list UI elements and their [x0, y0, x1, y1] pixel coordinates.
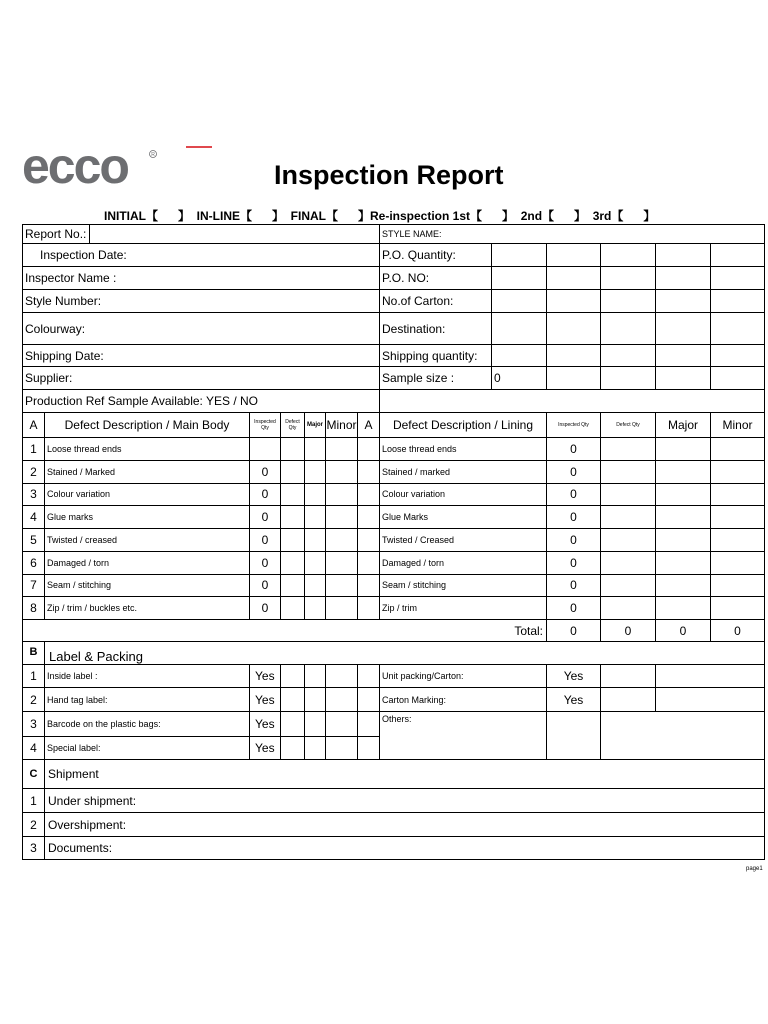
- main-defect-label: Loose thread ends: [44, 437, 250, 461]
- row-number: 1: [22, 437, 45, 461]
- inspected-qty-header: Inspected Qty: [249, 412, 281, 438]
- supplier-label: Supplier:: [22, 366, 380, 390]
- style-number-label: Style Number:: [22, 289, 380, 313]
- po-no-label: P.O. NO:: [379, 266, 492, 290]
- po-no-cell[interactable]: [546, 266, 601, 290]
- section-a-letter: A: [22, 412, 45, 438]
- no-carton-cell[interactable]: [600, 289, 656, 313]
- spacer-cell: [357, 483, 380, 507]
- shipping-quantity-label: Shipping quantity:: [379, 344, 492, 367]
- spacer-cell: [357, 596, 380, 620]
- packing-value[interactable]: Yes: [249, 736, 281, 760]
- main-inspected-qty[interactable]: [249, 437, 281, 461]
- no-carton-label: No.of Carton:: [379, 289, 492, 313]
- lining-defect-label: Seam / stitching: [379, 574, 547, 598]
- main-defect-qty[interactable]: [280, 483, 305, 507]
- main-major-cell[interactable]: [304, 574, 326, 598]
- lining-minor-cell[interactable]: [710, 437, 765, 461]
- main-minor-cell[interactable]: [325, 505, 358, 529]
- lining-defect-qty[interactable]: [600, 483, 656, 507]
- others-label: Others:: [379, 711, 547, 760]
- report-no-field[interactable]: [89, 224, 380, 244]
- packing-label: Special label:: [44, 736, 250, 760]
- lining-minor-cell[interactable]: [710, 574, 765, 598]
- lining-major-cell[interactable]: [655, 596, 711, 620]
- lining-defect-label: Damaged / torn: [379, 551, 547, 575]
- total-value: 0: [600, 619, 656, 642]
- main-inspected-qty[interactable]: 0: [249, 460, 281, 484]
- inspection-stages: INITIAL【 】 IN-LINE【 】 FINAL【 】Re-inspection 1st【 】 2nd【 】 3rd【 】: [104, 209, 656, 223]
- packing-cell[interactable]: [304, 711, 326, 737]
- minor-header: Minor: [325, 412, 358, 438]
- lining-inspected-qty[interactable]: 0: [546, 505, 601, 529]
- packing-label: Hand tag label:: [44, 687, 250, 712]
- main-defect-label: Glue marks: [44, 505, 250, 529]
- lining-major-cell[interactable]: [655, 574, 711, 598]
- lining-defect-qty[interactable]: [600, 528, 656, 552]
- spacer-cell: [357, 460, 380, 484]
- packing-cell[interactable]: [357, 664, 380, 688]
- spacer-cell: [357, 551, 380, 575]
- lining-minor-cell[interactable]: [710, 460, 765, 484]
- main-body-header: Defect Description / Main Body: [44, 412, 250, 438]
- shipping-quantity-cell[interactable]: [710, 344, 765, 367]
- lining-major-cell[interactable]: [655, 528, 711, 552]
- red-mark: [186, 146, 212, 148]
- packing-cell[interactable]: [304, 664, 326, 688]
- major-header-small: Major: [304, 412, 326, 438]
- lining-minor-cell[interactable]: [710, 551, 765, 575]
- destination-cell[interactable]: [655, 312, 711, 345]
- logo-text: ecco: [22, 148, 128, 188]
- packing-right-cell[interactable]: [600, 687, 656, 712]
- po-quantity-label: P.O. Quantity:: [379, 243, 492, 267]
- spacer-cell: [357, 574, 380, 598]
- packing-cell[interactable]: [357, 711, 380, 737]
- main-inspected-qty[interactable]: 0: [249, 528, 281, 552]
- shipping-quantity-cell[interactable]: [546, 344, 601, 367]
- lining-major-cell[interactable]: [655, 551, 711, 575]
- ecco-logo: [22, 148, 162, 188]
- shipping-date-label: Shipping Date:: [22, 344, 380, 367]
- packing-cell[interactable]: [304, 736, 326, 760]
- row-number: 1: [22, 664, 45, 688]
- lining-inspected-qty[interactable]: 0: [546, 596, 601, 620]
- lining-defect-qty[interactable]: [600, 596, 656, 620]
- packing-right-value[interactable]: Yes: [546, 687, 601, 712]
- po-quantity-cell[interactable]: [546, 243, 601, 267]
- row-number: 1: [22, 788, 45, 813]
- lining-minor-cell[interactable]: [710, 528, 765, 552]
- lining-minor-cell[interactable]: [710, 505, 765, 529]
- lining-defect-qty[interactable]: [600, 437, 656, 461]
- no-carton-cell[interactable]: [655, 289, 711, 313]
- main-inspected-qty[interactable]: 0: [249, 596, 281, 620]
- spacer-cell: [357, 505, 380, 529]
- packing-cell[interactable]: [280, 664, 305, 688]
- row-number: 4: [22, 505, 45, 529]
- main-minor-cell[interactable]: [325, 483, 358, 507]
- packing-right-value[interactable]: Yes: [546, 664, 601, 688]
- lining-inspected-qty[interactable]: 0: [546, 574, 601, 598]
- destination-cell[interactable]: [710, 312, 765, 345]
- main-defect-label: Twisted / creased: [44, 528, 250, 552]
- row-number: 7: [22, 574, 45, 598]
- report-no-label: Report No.:: [22, 224, 90, 244]
- lining-defect-label: Colour variation: [379, 483, 547, 507]
- packing-cell[interactable]: [325, 736, 358, 760]
- main-minor-cell[interactable]: [325, 596, 358, 620]
- row-number: 5: [22, 528, 45, 552]
- row-number: 2: [22, 812, 45, 837]
- lining-defect-label: Loose thread ends: [379, 437, 547, 461]
- no-carton-cell[interactable]: [546, 289, 601, 313]
- main-major-cell[interactable]: [304, 528, 326, 552]
- inspection-date-label: Inspection Date:: [22, 243, 380, 267]
- main-defect-qty[interactable]: [280, 528, 305, 552]
- po-no-cell[interactable]: [710, 266, 765, 290]
- main-defect-label: Seam / stitching: [44, 574, 250, 598]
- packing-right-cell[interactable]: [655, 687, 765, 712]
- destination-cell[interactable]: [546, 312, 601, 345]
- po-no-cell[interactable]: [600, 266, 656, 290]
- row-number: 3: [22, 711, 45, 737]
- main-defect-qty[interactable]: [280, 574, 305, 598]
- colourway-label: Colourway:: [22, 312, 380, 345]
- section-b-letter: B: [22, 641, 45, 665]
- page-number: page1: [746, 866, 763, 872]
- row-number: 8: [22, 596, 45, 620]
- total-label: Total:: [22, 619, 547, 642]
- po-quantity-cell[interactable]: [655, 243, 711, 267]
- main-major-cell[interactable]: [304, 596, 326, 620]
- total-value: 0: [710, 619, 765, 642]
- inspector-name-label: Inspector Name :: [22, 266, 380, 290]
- lining-major-cell[interactable]: [655, 483, 711, 507]
- main-inspected-qty[interactable]: 0: [249, 483, 281, 507]
- defect-qty-header: Defect Qty: [280, 412, 305, 438]
- main-defect-label: Zip / trim / buckles etc.: [44, 596, 250, 620]
- section-c-letter: C: [22, 759, 45, 789]
- packing-cell[interactable]: [357, 687, 380, 712]
- spacer-cell: [357, 528, 380, 552]
- packing-cell[interactable]: [280, 687, 305, 712]
- row-number: 2: [22, 460, 45, 484]
- lining-defect-label: Glue Marks: [379, 505, 547, 529]
- packing-right-label: Carton Marking:: [379, 687, 547, 712]
- total-value: 0: [546, 619, 601, 642]
- packing-cell[interactable]: [325, 687, 358, 712]
- po-no-cell[interactable]: [491, 266, 547, 290]
- sample-size-cell[interactable]: [655, 366, 711, 390]
- svg-text:R: R: [151, 152, 155, 158]
- main-defect-qty[interactable]: [280, 437, 305, 461]
- sample-size-value: 0: [491, 366, 547, 390]
- others-cell[interactable]: [600, 711, 765, 760]
- main-major-cell[interactable]: [304, 551, 326, 575]
- row-number: 3: [22, 483, 45, 507]
- lining-defect-label: Zip / trim: [379, 596, 547, 620]
- lining-minor-cell[interactable]: [710, 596, 765, 620]
- style-name-label: STYLE NAME:: [379, 224, 765, 244]
- main-defect-label: Damaged / torn: [44, 551, 250, 575]
- others-cell[interactable]: [546, 711, 601, 760]
- main-minor-cell[interactable]: [325, 528, 358, 552]
- lining-defect-label: Twisted / Creased: [379, 528, 547, 552]
- packing-cell[interactable]: [325, 664, 358, 688]
- po-quantity-cell[interactable]: [710, 243, 765, 267]
- lining-inspected-qty[interactable]: 0: [546, 437, 601, 461]
- lining-defect-qty[interactable]: [600, 574, 656, 598]
- packing-label: Inside label :: [44, 664, 250, 688]
- destination-cell[interactable]: [600, 312, 656, 345]
- packing-value[interactable]: Yes: [249, 664, 281, 688]
- no-carton-cell[interactable]: [491, 289, 547, 313]
- page-title: Inspection Report: [274, 160, 504, 190]
- blank-row: [379, 389, 765, 413]
- packing-cell[interactable]: [304, 687, 326, 712]
- main-minor-cell[interactable]: [325, 437, 358, 461]
- main-minor-cell[interactable]: [325, 551, 358, 575]
- shipment-item[interactable]: Overshipment:: [44, 812, 765, 837]
- packing-right-cell[interactable]: [655, 664, 765, 688]
- lining-major-cell[interactable]: [655, 460, 711, 484]
- no-carton-cell[interactable]: [710, 289, 765, 313]
- lining-defect-qty[interactable]: [600, 505, 656, 529]
- sample-size-cell[interactable]: [546, 366, 601, 390]
- lining-major-cell[interactable]: [655, 437, 711, 461]
- minor-header-lining: Minor: [710, 412, 765, 438]
- main-defect-qty[interactable]: [280, 460, 305, 484]
- lining-inspected-qty[interactable]: 0: [546, 528, 601, 552]
- main-inspected-qty[interactable]: 0: [249, 551, 281, 575]
- lining-inspected-qty[interactable]: 0: [546, 460, 601, 484]
- destination-cell[interactable]: [491, 312, 547, 345]
- main-defect-label: Stained / Marked: [44, 460, 250, 484]
- lining-major-cell[interactable]: [655, 505, 711, 529]
- lining-defect-qty[interactable]: [600, 551, 656, 575]
- lining-inspected-qty[interactable]: 0: [546, 551, 601, 575]
- main-major-cell[interactable]: [304, 505, 326, 529]
- packing-right-label: Unit packing/Carton:: [379, 664, 547, 688]
- production-ref-label: Production Ref Sample Available: YES / NO: [22, 389, 380, 413]
- destination-label: Destination:: [379, 312, 492, 345]
- packing-right-cell[interactable]: [600, 664, 656, 688]
- lining-inspected-qty[interactable]: 0: [546, 483, 601, 507]
- packing-label: Barcode on the plastic bags:: [44, 711, 250, 737]
- shipping-quantity-cell[interactable]: [655, 344, 711, 367]
- main-defect-qty[interactable]: [280, 596, 305, 620]
- defect-qty-header-lining: Defect Qty: [600, 412, 656, 438]
- packing-cell[interactable]: [357, 736, 380, 760]
- lining-header: Defect Description / Lining: [379, 412, 547, 438]
- main-major-cell[interactable]: [304, 460, 326, 484]
- main-major-cell[interactable]: [304, 437, 326, 461]
- shipping-quantity-cell[interactable]: [491, 344, 547, 367]
- shipment-item[interactable]: Under shipment:: [44, 788, 765, 813]
- shipment-title: Shipment: [44, 759, 765, 789]
- label-packing-title: Label & Packing: [44, 641, 765, 665]
- row-number: 6: [22, 551, 45, 575]
- spacer-cell: [357, 437, 380, 461]
- main-inspected-qty[interactable]: 0: [249, 574, 281, 598]
- main-minor-cell[interactable]: [325, 460, 358, 484]
- packing-cell[interactable]: [280, 736, 305, 760]
- shipment-item[interactable]: Documents:: [44, 836, 765, 860]
- main-defect-qty[interactable]: [280, 551, 305, 575]
- packing-cell[interactable]: [325, 711, 358, 737]
- main-major-cell[interactable]: [304, 483, 326, 507]
- row-number: 4: [22, 736, 45, 760]
- sample-size-cell[interactable]: [710, 366, 765, 390]
- packing-cell[interactable]: [280, 711, 305, 737]
- row-number: 2: [22, 687, 45, 712]
- section-a-letter-lining: A: [357, 412, 380, 438]
- sample-size-cell[interactable]: [600, 366, 656, 390]
- main-minor-cell[interactable]: [325, 574, 358, 598]
- main-defect-label: Colour variation: [44, 483, 250, 507]
- packing-value[interactable]: Yes: [249, 687, 281, 712]
- shipping-quantity-cell[interactable]: [600, 344, 656, 367]
- sample-size-label: Sample size :: [379, 366, 492, 390]
- po-no-cell[interactable]: [655, 266, 711, 290]
- main-defect-qty[interactable]: [280, 505, 305, 529]
- po-quantity-cell[interactable]: [491, 243, 547, 267]
- packing-value[interactable]: Yes: [249, 711, 281, 737]
- major-header: Major: [655, 412, 711, 438]
- main-inspected-qty[interactable]: 0: [249, 505, 281, 529]
- lining-minor-cell[interactable]: [710, 483, 765, 507]
- lining-defect-qty[interactable]: [600, 460, 656, 484]
- lining-defect-label: Stained / marked: [379, 460, 547, 484]
- total-value: 0: [655, 619, 711, 642]
- po-quantity-cell[interactable]: [600, 243, 656, 267]
- inspected-qty-header-lining: Inspected Qty: [546, 412, 601, 438]
- row-number: 3: [22, 836, 45, 860]
